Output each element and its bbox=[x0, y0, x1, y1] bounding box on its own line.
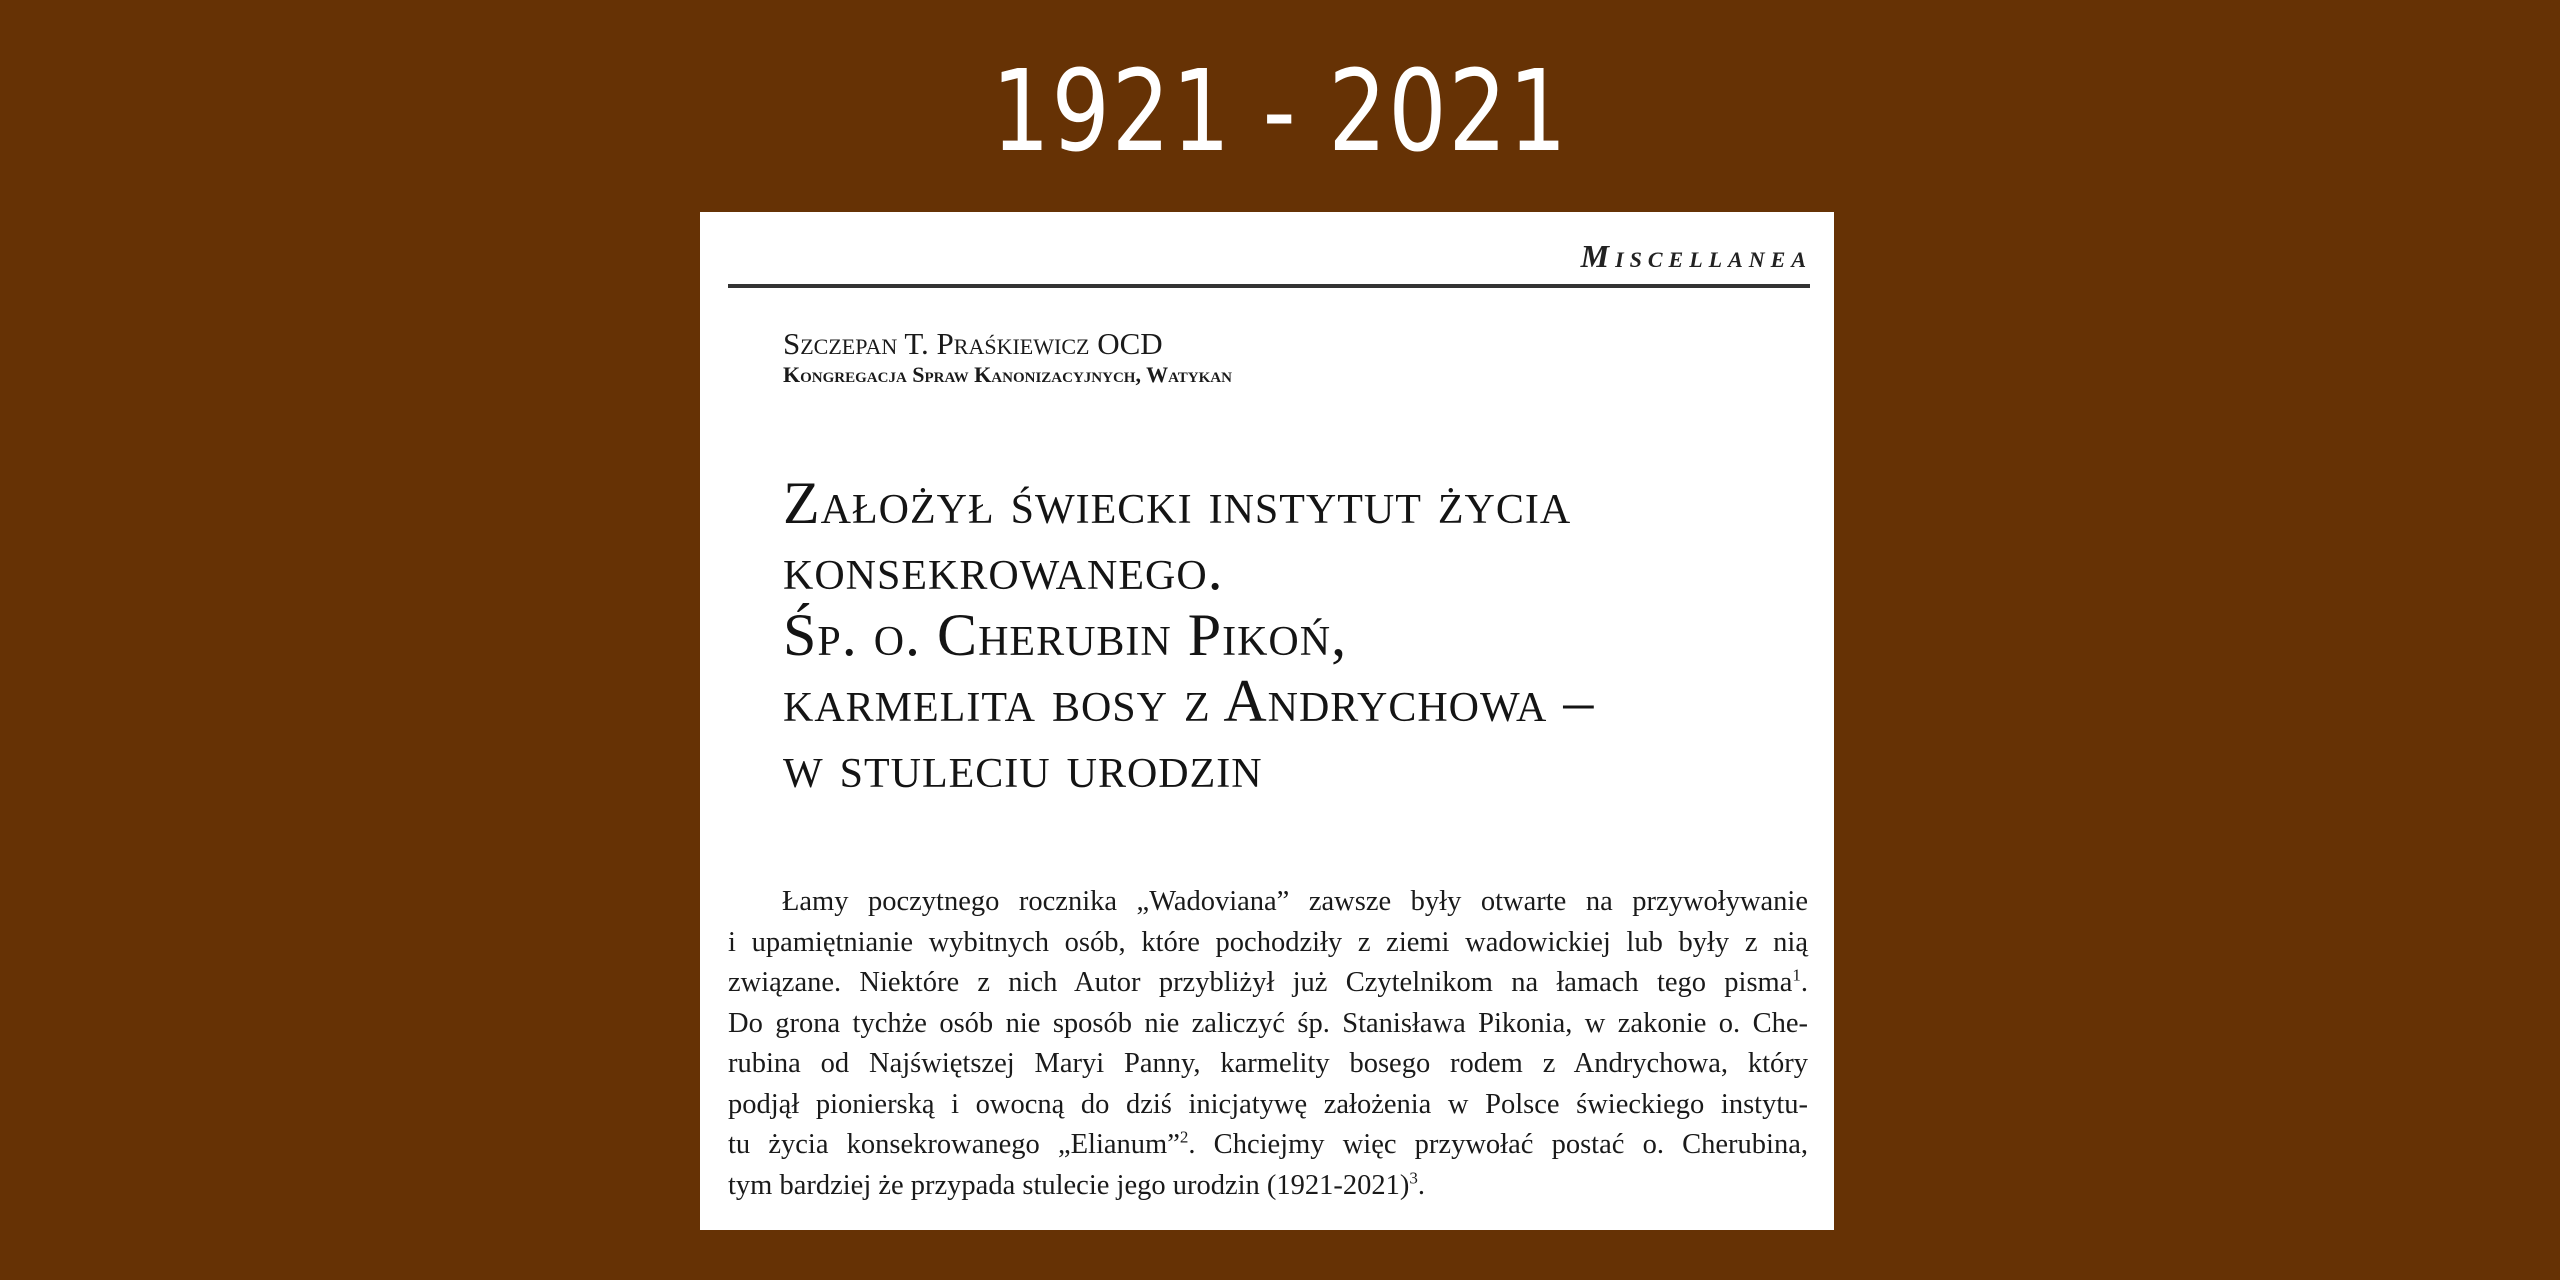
body-line bbox=[728, 963, 1808, 1004]
footnote-mark: 3 bbox=[1409, 1168, 1418, 1187]
body-line bbox=[728, 1125, 1808, 1166]
body-line bbox=[728, 1166, 1808, 1207]
title-line: konsekrowanego. bbox=[783, 536, 1224, 602]
article-title bbox=[783, 470, 1793, 800]
footnote-mark: 1 bbox=[1792, 965, 1801, 985]
body-line: Łamy poczytnego rocznika „Wadoviana” zawsze były otwarte na przywoływanie bbox=[782, 886, 1808, 917]
footnote-mark: 2 bbox=[1179, 1127, 1189, 1147]
body-line-text: . Chciejmy więc przywołać postać o. Cherubina, bbox=[1188, 1129, 1808, 1160]
body-line-text: związane. Niektóre z nich Autor przybliżył już Czytelnikom na łamach tego pisma bbox=[728, 967, 1793, 998]
body-line-text: . bbox=[1800, 967, 1808, 998]
body-line-text: . bbox=[1417, 1169, 1425, 1201]
author-affiliation: Kongregacja Spraw Kanonizacyjnych, Watykan bbox=[783, 362, 1232, 387]
title-line: w stuleciu urodzin bbox=[783, 734, 1263, 800]
body-paragraph bbox=[728, 882, 1808, 1206]
author-name: Szczepan T. Praśkiewicz OCD bbox=[783, 326, 1163, 361]
body-line: rubina od Najświętszej Maryi Panny, karmelity bosego rodem z Andrychowa, który bbox=[728, 1048, 1808, 1079]
banner-title: 1921 - 2021 bbox=[991, 47, 1569, 177]
section-label: Miscellanea bbox=[1580, 238, 1812, 274]
title-line: karmelita bosy z Andrychowa – bbox=[783, 668, 1595, 734]
body-line-text: tym bardziej że przypada stulecie jego urodzin (1921-2021) bbox=[728, 1169, 1410, 1201]
body-line: i upamiętnianie wybitnych osób, które pochodziły z ziemi wadowickiej lub były z nią bbox=[728, 926, 1808, 958]
body-line: podjął pionierską i owocną do dziś inicjatywę założenia w Polsce świeckiego instytu- bbox=[728, 1088, 1808, 1120]
body-line: Do grona tychże osób nie sposób nie zaliczyć śp. Stanisława Pikonia, w zakonie o. Che- bbox=[728, 1007, 1808, 1039]
document-page bbox=[700, 212, 1834, 1230]
title-line: Założył świecki instytut życia bbox=[783, 470, 1572, 536]
body-line-text: tu życia konsekrowanego „Elianum” bbox=[728, 1129, 1180, 1160]
header-rule bbox=[728, 284, 1810, 288]
title-line: Śp. o. Cherubin Pikoń, bbox=[783, 602, 1348, 668]
